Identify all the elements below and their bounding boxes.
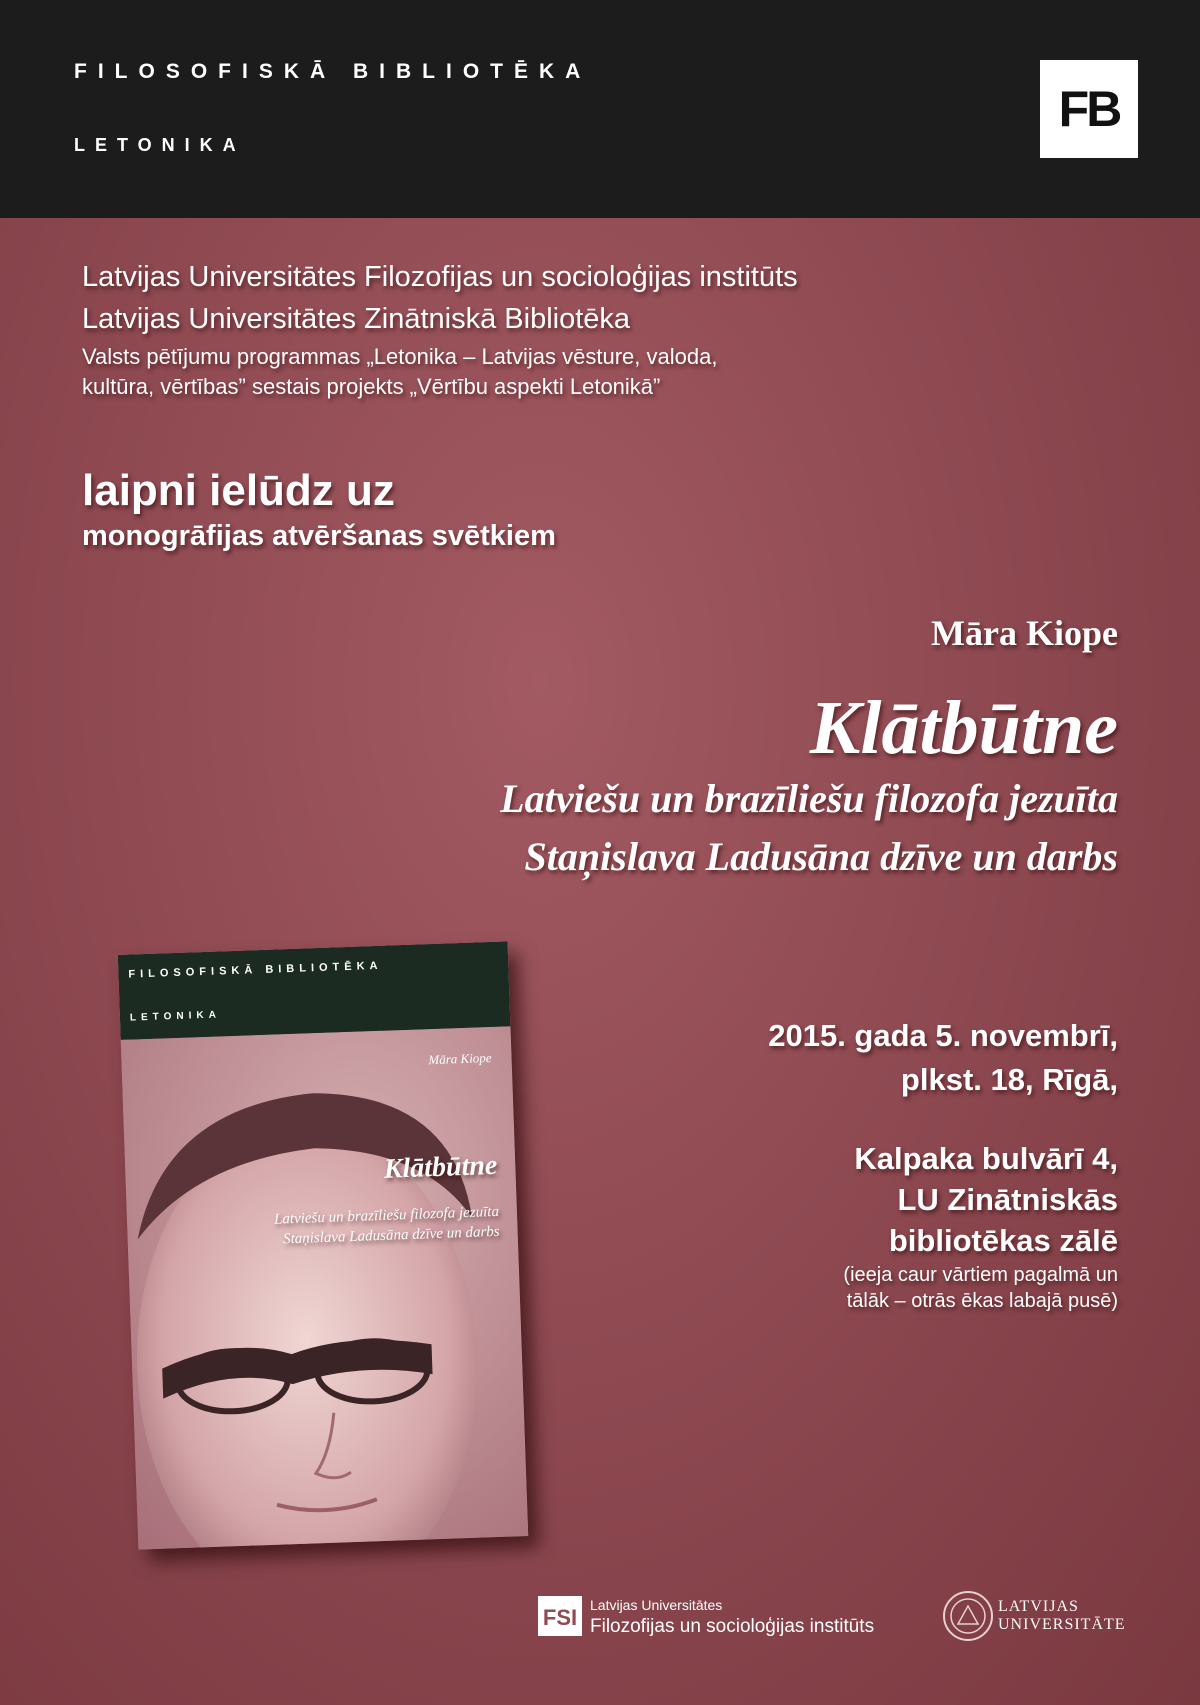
cover-series-title: FILOSOFISKĀ BIBLIOTĒKA [128,959,383,981]
cover-title: Klātbūtne [383,1149,498,1185]
lu-seal-icon [942,1590,994,1642]
book-cover [118,941,529,1549]
lu-name-line-1: LATVIJAS [998,1598,1079,1615]
program-description [82,342,982,402]
venue-line-3: bibliotēkas zālē [888,1223,1118,1258]
invitation-headline: laipni ielūdz uz [82,466,395,515]
header-bar [0,0,1200,218]
event-date [768,1014,1118,1102]
book-author: Māra Kiope [931,613,1118,653]
organizer-institute: Latvijas Universitātes Filozofijas un socioloģijas institūts [82,261,798,293]
book-subtitle-line-1: Latviešu un brazīliešu filozofa jezuīta [500,776,1118,821]
fsi-logo-text: FSI [542,1605,578,1630]
program-line-2: kultūra, vērtības” sestais projekts „Vērtību aspekti Letonikā” [82,374,661,399]
event-date-line-2: plkst. 18, Rīgā, [900,1062,1118,1097]
fsi-logo-icon [538,1596,582,1636]
cover-portrait [121,1026,529,1549]
venue-line-1: Kalpaka bulvārī 4, [854,1141,1118,1176]
venue-line-2: LU Zinātniskās [897,1182,1118,1217]
event-date-line-1: 2015. gada 5. novembrī, [768,1018,1118,1053]
venue-note-line-1: (ieeja caur vārtiem pagalmā un [843,1264,1118,1286]
fsi-name-line-2: Filozofijas un socioloģijas institūts [590,1616,875,1637]
cover-series-subtitle: LETONIKA [129,1009,222,1024]
cover-header-bar [118,941,511,1040]
program-line-1: Valsts pētījumu programmas „Letonika – Latvijas vēsture, valoda, [82,344,718,369]
cover-subtitle [274,1202,500,1250]
book-subtitle [500,770,1118,886]
cover-subtitle-line-1: Latviešu un brazīliešu filozofa jezuīta [273,1203,500,1228]
series-subtitle: LETONIKA [74,135,246,155]
cover-author: Māra Kiope [428,1050,492,1068]
cover-subtitle-line-2: Staņislava Ladusāna dzīve un darbs [282,1223,500,1248]
lu-name-line-2: UNIVERSITĀTE [998,1616,1126,1633]
book-subtitle-line-2: Staņislava Ladusāna dzīve un darbs [524,834,1118,879]
fb-logo: FB [1040,60,1138,158]
organizer-library: Latvijas Universitātes Zinātniskā Bibliotēka [82,303,631,335]
fsi-name-line-1: Latvijas Universitātes [590,1597,723,1613]
book-title: Klātbūtne [809,686,1118,770]
venue-note [843,1262,1118,1314]
series-title: FILOSOFISKĀ BIBLIOTĒKA [74,60,592,83]
invitation-subline: monogrāfijas atvēršanas svētkiem [82,520,556,552]
event-venue [854,1138,1118,1261]
venue-note-line-2: tālāk – otrās ēkas labajā pusē) [846,1290,1118,1312]
